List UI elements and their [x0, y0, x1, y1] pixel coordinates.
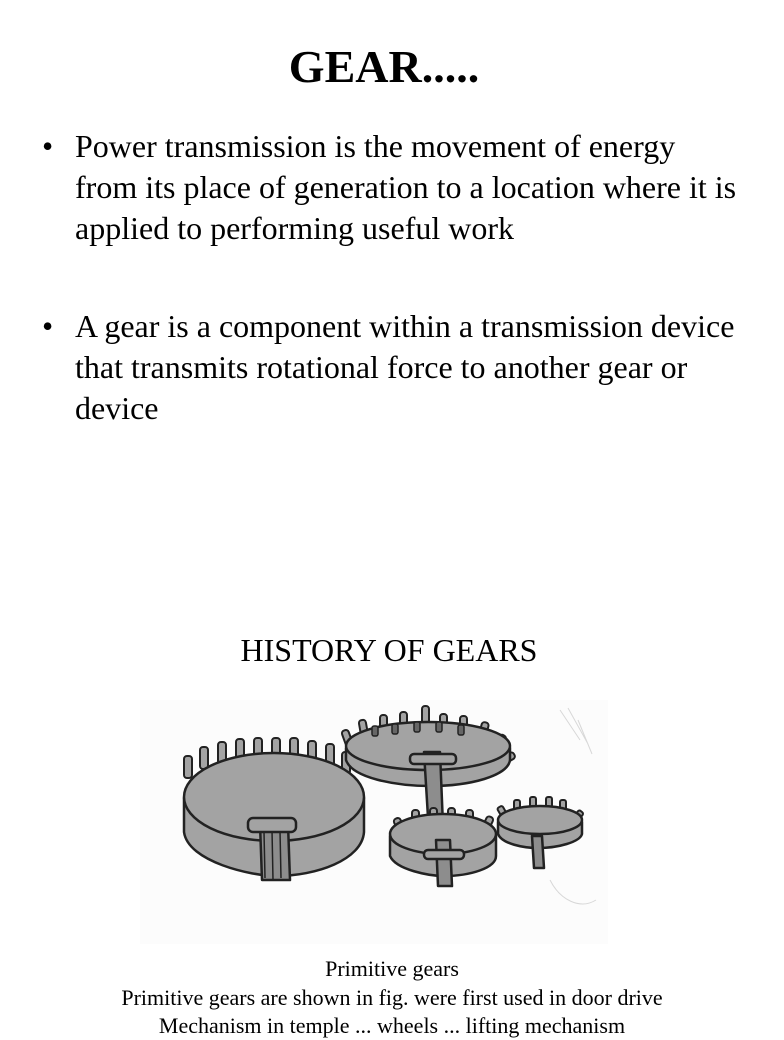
primitive-gears-illustration-icon — [140, 700, 608, 944]
bullet-list — [40, 126, 740, 429]
bullet-icon: • — [42, 128, 54, 164]
bullet-item — [40, 306, 740, 429]
figure-caption: Primitive gears — [325, 956, 459, 981]
history-text-line: Primitive gears are shown in fig. were first used in door drive — [121, 985, 663, 1010]
bullet-icon: • — [42, 308, 54, 344]
history-text-line: Mechanism in temple ... wheels ... lifting mechanism — [158, 1013, 626, 1038]
history-heading: HISTORY OF GEARS — [240, 632, 538, 668]
bullet-item — [40, 126, 740, 249]
bullet-text: A gear is a component within a transmission device that transmits rotational force to another gear or device — [75, 308, 735, 426]
primitive-gears-figure — [140, 700, 608, 944]
bullet-text: Power transmission is the movement of energy from its place of generation to a location where it is applied to performing useful work — [75, 128, 737, 246]
slide-title: GEAR..... — [288, 41, 480, 92]
